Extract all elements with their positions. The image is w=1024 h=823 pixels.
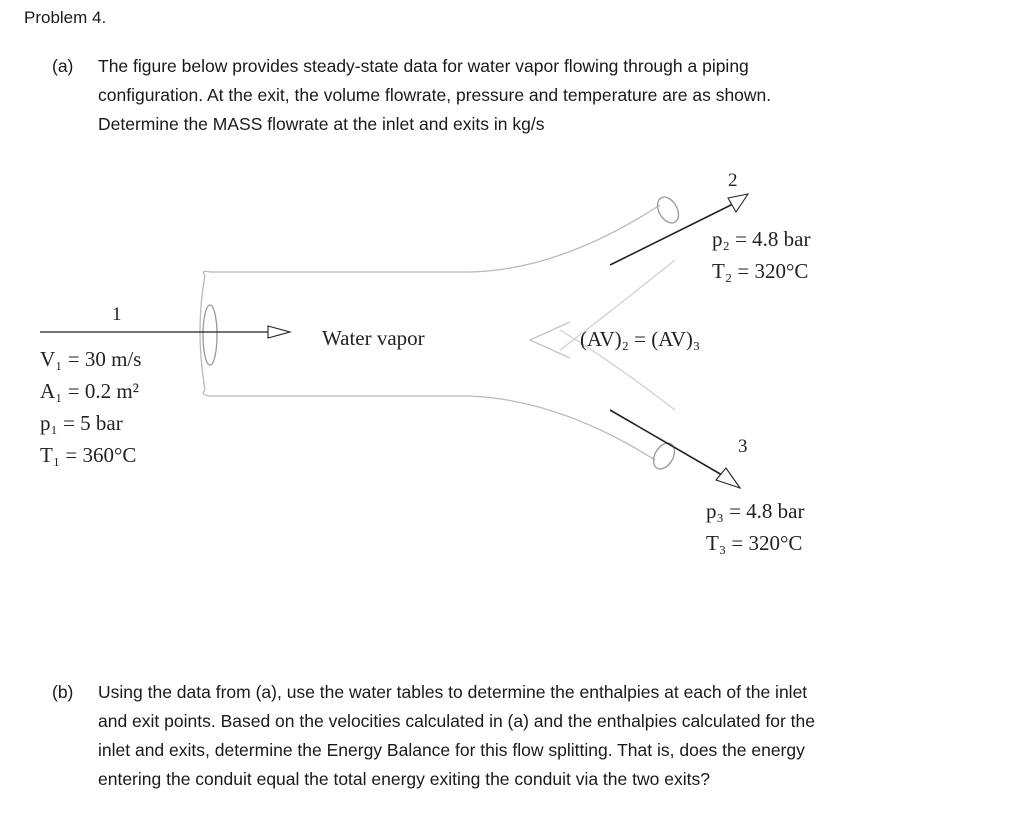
inlet-number: 1 <box>112 304 122 325</box>
part-a-line: configuration. At the exit, the volume flowrate, pressure and temperature are as shown. <box>98 85 772 105</box>
part-a-line: Determine the MASS flowrate at the inlet and exits in kg/s <box>98 114 545 134</box>
inlet-pressure: p₁ = 5 bar <box>40 411 123 435</box>
flow-label: Water vapor <box>322 326 425 350</box>
part-b-line: and exit points. Based on the velocities calculated in (a) and the enthalpies calculated for the <box>98 711 815 731</box>
exit2-arrowhead <box>728 194 748 212</box>
problem-title: Problem 4. <box>24 8 107 27</box>
part-b-text <box>98 678 815 794</box>
flow-relation: (AV)₂ = (AV)₃ <box>580 327 701 351</box>
part-b-line: Using the data from (a), use the water tables to determine the enthalpies at each of the inlet <box>98 682 808 702</box>
part-a-label: (a) <box>52 56 74 76</box>
part-b-label: (b) <box>52 682 74 702</box>
part-a-line: The figure below provides steady-state data for water vapor flowing through a piping <box>98 56 749 76</box>
exit2-pressure: p₂ = 4.8 bar <box>712 227 811 251</box>
piping-figure <box>0 160 1024 580</box>
inlet-area: A₁ = 0.2 m² <box>40 379 139 403</box>
part-a-text <box>98 52 771 139</box>
inlet-temperature: T₁ = 360°C <box>40 443 137 467</box>
exit2-temperature: T₂ = 320°C <box>712 259 809 283</box>
part-b-line: entering the conduit equal the total energy exiting the conduit via the two exits? <box>98 769 710 789</box>
exit3-pressure: p₃ = 4.8 bar <box>706 499 805 523</box>
inlet-arrowhead <box>268 326 290 338</box>
exit3-arrow <box>610 410 722 475</box>
exit3-arrowhead <box>716 468 740 488</box>
exit3-number: 3 <box>738 436 748 457</box>
exit2-number: 2 <box>728 170 738 191</box>
flow-split-chevron <box>530 322 570 358</box>
part-b-line: inlet and exits, determine the Energy Balance for this flow splitting. That is, does the energy <box>98 740 805 760</box>
exit3-temperature: T₃ = 320°C <box>706 531 803 555</box>
inlet-velocity: V₁ = 30 m/s <box>40 347 142 371</box>
